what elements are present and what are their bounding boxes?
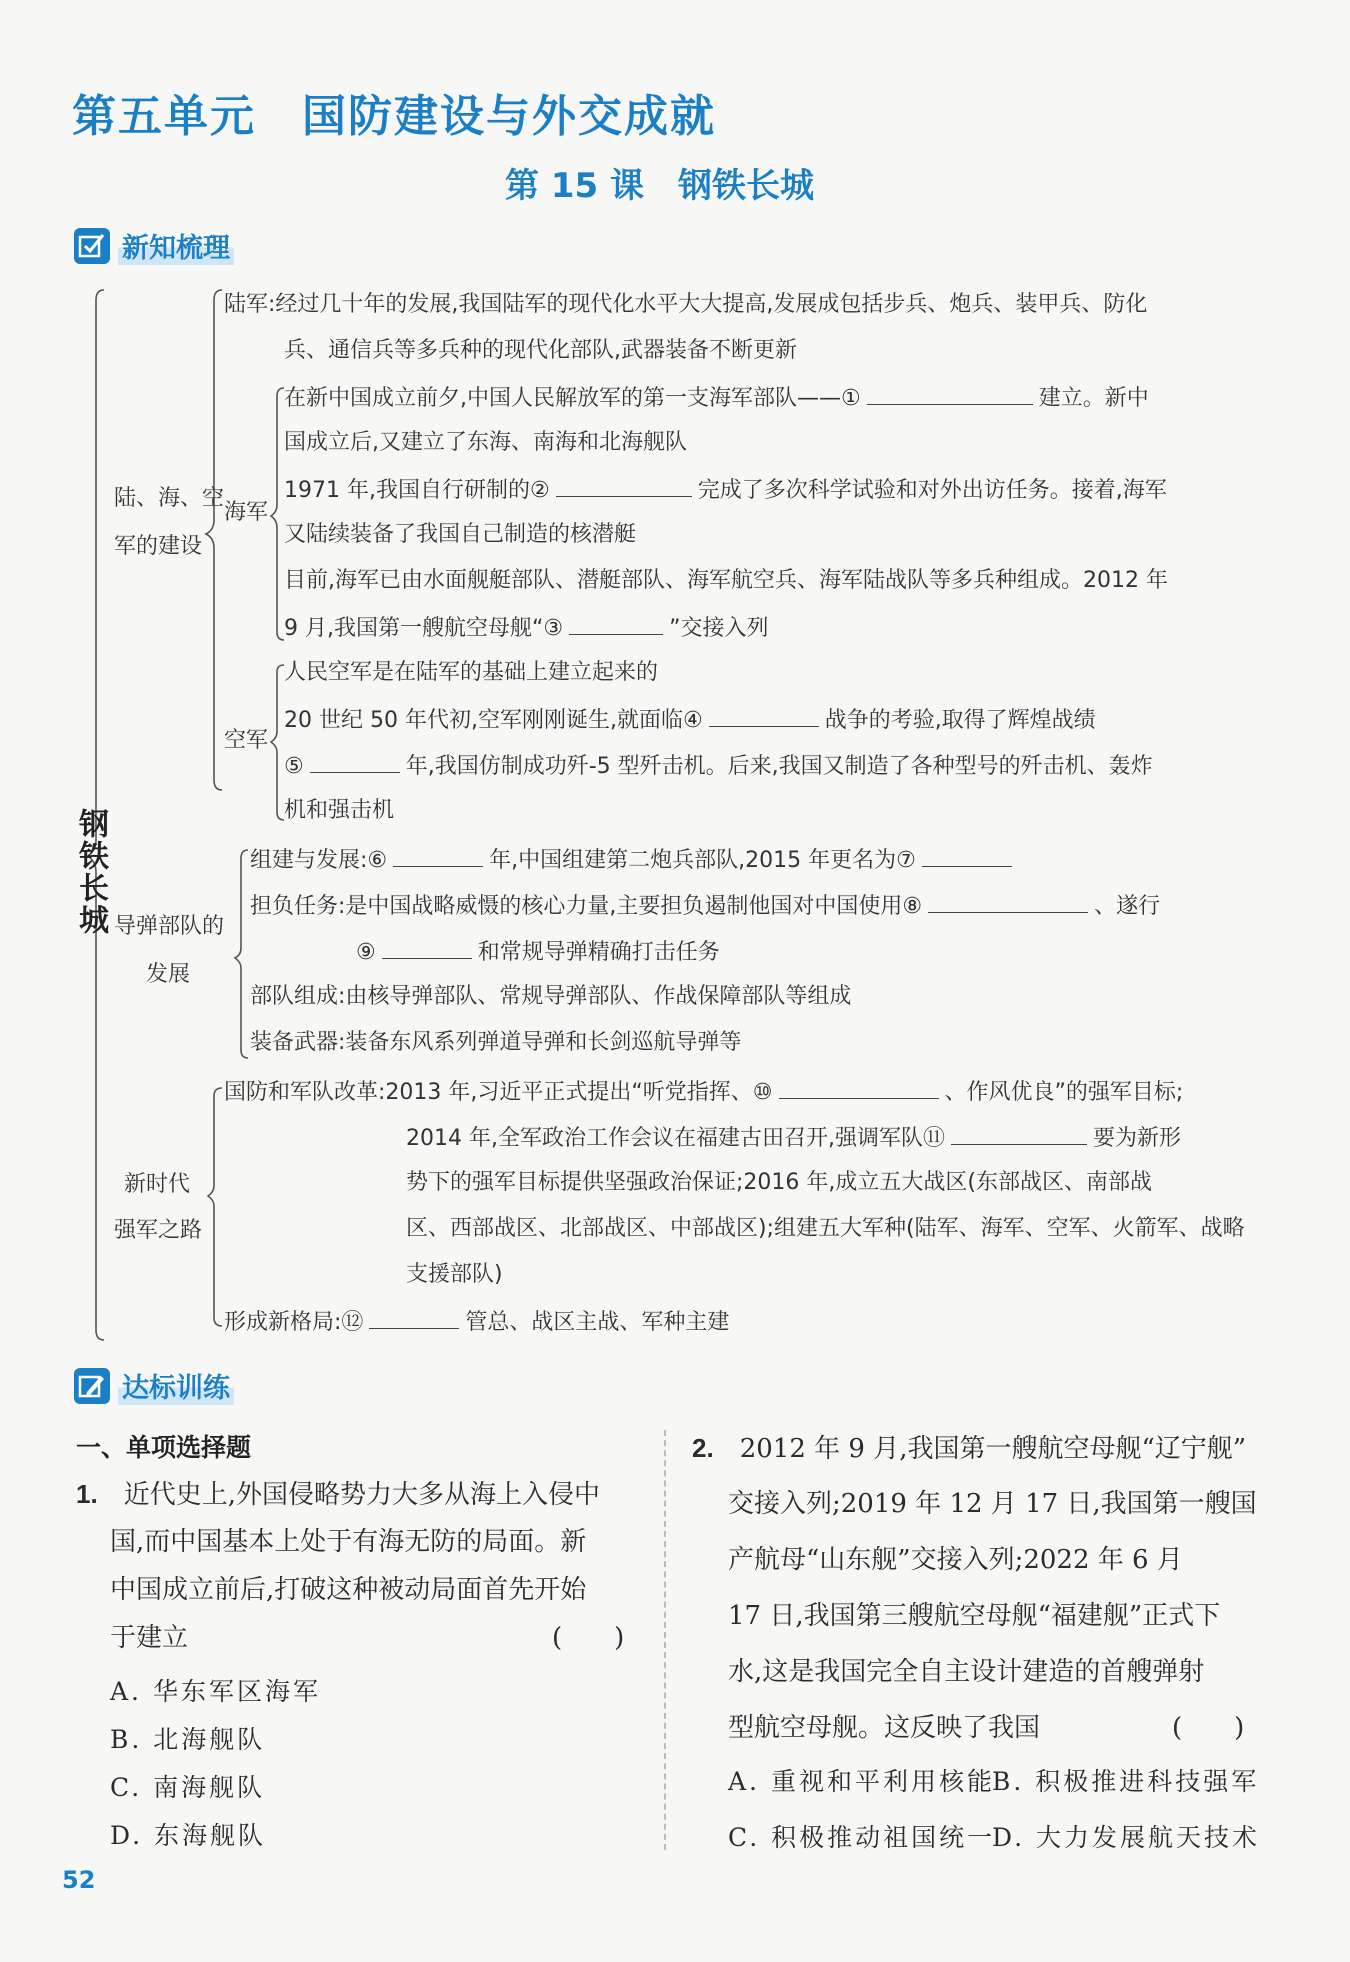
airforce-line: ⑤ 年,我国仿制成功歼-5 型歼击机。后来,我国又制造了各种型号的歼击机、轰炸 [284,750,1153,782]
missile-line: 部队组成:由核导弹部队、常规导弹部队、作战保障部队等组成 [250,984,852,1009]
answer-blank[interactable] [709,704,819,727]
airforce-line: 机和强击机 [284,798,395,823]
question-2-line: 17 日,我国第三艘航空母舰“福建舰”正式下 [728,1601,1221,1631]
navy-line: 国成立后,又建立了东海、南海和北海舰队 [284,430,687,455]
option-a[interactable]: A. 重视和平利用核能 [728,1767,995,1796]
reform-line: 国防和军队改革:2013 年,习近平正式提出“听党指挥、⑩ 、作风优良”的强军目标; [224,1076,1183,1108]
navy-line: 1971 年,我国自行研制的② 完成了多次科学试验和对外出访任务。接着,海军 [284,474,1167,506]
branch-label: 陆、海、空 [114,486,225,511]
option-c[interactable]: C. 南海舰队 [110,1773,266,1802]
option-c[interactable]: C. 积极推动祖国统一 [728,1823,996,1852]
section-title: 达标训练 [118,1366,234,1405]
answer-blank[interactable] [779,1076,939,1099]
answer-blank[interactable] [310,750,400,773]
answer-blank[interactable] [369,1306,459,1329]
navy-line: 目前,海军已由水面舰艇部队、潜艇部队、海军航空兵、海军陆战队等多兵种组成。2012 年 [284,568,1168,593]
question-1-line: 于建立 [110,1623,189,1653]
airforce-line: 人民空军是在陆军的基础上建立起来的 [284,660,659,685]
answer-paren[interactable]: ( ) [552,1623,625,1653]
missile-line: 组建与发展:⑥ 年,中国组建第二炮兵部队,2015 年更名为⑦ [250,844,1018,876]
answer-blank[interactable] [867,382,1033,405]
answer-blank[interactable] [922,844,1012,867]
navy-brace [271,388,284,640]
airforce-label: 空军 [224,728,269,753]
option-d[interactable]: D. 大力发展航天技术 [992,1823,1261,1852]
question-1-line: 国,而中国基本上处于有海无防的局面。新 [110,1527,587,1557]
answer-blank[interactable] [928,890,1088,913]
section-header-practice [74,1366,234,1405]
answer-paren[interactable]: ( ) [1172,1713,1245,1743]
missile-line: 装备武器:装备东风系列弹道导弹和长剑巡航导弹等 [250,1030,742,1055]
navy-line: 又陆续装备了我国自己制造的核潜艇 [284,522,637,547]
option-b[interactable]: B. 积极推进科技强军 [992,1767,1260,1796]
question-2-line: 水,这是我国完全自主设计建造的首艘弹射 [728,1657,1205,1687]
branch-label: 军的建设 [114,534,203,559]
pencil-note-icon [74,1368,110,1404]
reform-line: 2014 年,全军政治工作会议在福建古田召开,强调军队⑪ 要为新形 [406,1122,1181,1154]
navy-line: 在新中国成立前夕,中国人民解放军的第一支海军部队——① 建立。新中 [284,382,1149,414]
question-1-line: 中国成立前后,打破这种被动局面首先开始 [110,1575,587,1605]
reform-line: 区、西部战区、北部战区、中部战区);组建五大军种(陆军、海军、空军、火箭军、战略 [406,1216,1245,1241]
part-heading: 一、单项选择题 [76,1433,252,1462]
reform-line: 形成新格局:⑫ 管总、战区主战、军种主建 [224,1306,729,1338]
army-line: 兵、通信兵等多兵种的现代化部队,武器装备不断更新 [284,338,797,363]
reform-line: 势下的强军目标提供坚强政治保证;2016 年,成立五大战区(东部战区、南部战 [406,1170,1152,1195]
root-label: 钢铁长城 [73,808,108,936]
branch1-brace [206,290,222,790]
answer-blank[interactable] [393,844,483,867]
reform-line: 支援部队) [406,1262,503,1287]
branch-label: 新时代 [124,1172,191,1197]
option-b[interactable]: B. 北海舰队 [110,1725,266,1754]
column-divider [664,1430,666,1850]
airforce-brace [271,665,284,820]
army-line: 陆军:经过几十年的发展,我国陆军的现代化水平大大提高,发展成包括步兵、炮兵、装甲兵、防化 [224,292,1148,317]
navy-label: 海军 [224,500,269,525]
reform-brace [208,1088,222,1326]
answer-blank[interactable] [382,936,472,959]
missile-line: ⑨ 和常规导弹精确打击任务 [356,936,720,968]
branch-label: 发展 [146,962,191,987]
airforce-line: 20 世纪 50 年代初,空军刚刚诞生,就面临④ 战争的考验,取得了辉煌战绩 [284,704,1096,736]
branch-label: 导弹部队的 [114,914,225,939]
question-2: 2. 2012 年 9 月,我国第一艘航空母舰“辽宁舰” [692,1433,1247,1464]
missile-brace [235,850,248,1058]
option-d[interactable]: D. 东海舰队 [110,1821,267,1850]
page-number: 52 [62,1866,96,1894]
answer-blank[interactable] [951,1122,1087,1145]
answer-blank[interactable] [569,612,663,635]
question-1: 1. 近代史上,外国侵略势力大多从海上入侵中 [76,1479,600,1510]
navy-line: 9 月,我国第一艘航空母舰“③ ”交接入列 [284,612,769,644]
question-2-line: 产航母“山东舰”交接入列;2022 年 6 月 [728,1545,1183,1575]
answer-blank[interactable] [556,474,692,497]
missile-line: 担负任务:是中国战略威慑的核心力量,主要担负遏制他国对中国使用⑧ 、遂行 [250,890,1160,922]
section-title: 新知梳理 [118,226,234,265]
question-2-line: 型航空母舰。这反映了我国 [728,1713,1041,1743]
lesson-title: 第 15 课 钢铁长城 [505,166,814,206]
option-a[interactable]: A. 华东军区海军 [110,1677,321,1706]
branch-label: 强军之路 [114,1218,203,1243]
unit-title: 第五单元 国防建设与外交成就 [72,91,716,142]
question-2-line: 交接入列;2019 年 12 月 17 日,我国第一艘国 [728,1489,1257,1519]
